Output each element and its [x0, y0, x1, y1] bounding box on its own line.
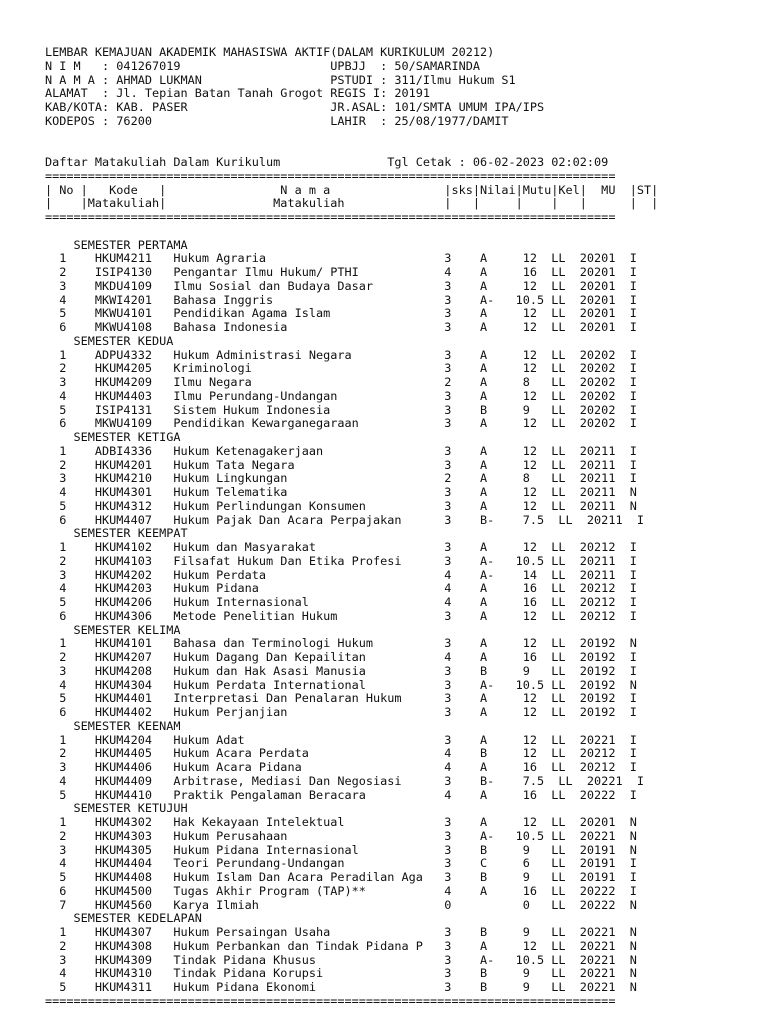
course-row: 5 HKUM4410 Praktik Pengalaman Beracara 4 A 16 LL 20222 I	[45, 787, 637, 802]
course-row: 1 HKUM4302 Hak Kekayaan Intelektual 3 A 12 LL 20201 N	[45, 815, 637, 829]
student-name-line: N A M A : AHMAD LUKMAN PSTUDI : 311/Ilmu Hukum S1	[45, 72, 516, 87]
course-row: 4 HKUM4304 Hukum Perdata International 3 A- 10.5 LL 20192 N	[45, 677, 637, 692]
course-row: 2 ISIP4130 Pengantar Ilmu Hukum/ PTHI 4 A 16 LL 20201 I	[45, 265, 637, 279]
table-header-row-1: | No | Kode | N a m a |sks|Nilai|Mutu|Kel| MU |ST|	[45, 182, 659, 197]
course-row: 6 HKUM4306 Metode Penelitian Hukum 3 A 12 LL 20212 I	[45, 608, 637, 623]
course-row: 1 HKUM4211 Hukum Agraria 3 A 12 LL 20201 I	[45, 251, 637, 266]
course-row: 6 HKUM4402 Hukum Perjanjian 3 A 12 LL 20192 I	[45, 705, 637, 719]
course-row: 1 HKUM4102 Hukum dan Masyarakat 3 A 12 LL 20212 I	[45, 540, 637, 554]
course-row: 2 HKUM4103 Filsafat Hukum Dan Etika Profesi 3 A- 10.5 LL 20211 I	[45, 553, 637, 568]
course-row: 4 HKUM4409 Arbitrase, Mediasi Dan Negosiasi 3 B- 7.5 LL 20221 I	[45, 773, 644, 788]
divider-rule: ================================================================================	[45, 168, 616, 183]
course-row: 4 HKUM4301 Hukum Telematika 3 A 12 LL 20211 N	[45, 485, 637, 499]
course-row: 5 HKUM4206 Hukum Internasional 4 A 16 LL 20212 I	[45, 595, 637, 609]
course-row: 2 HKUM4205 Kriminologi 3 A 12 LL 20202 I	[45, 361, 637, 376]
semester-title: SEMESTER KEEMPAT	[45, 526, 188, 541]
course-row: 4 HKUM4310 Tindak Pidana Korupsi 3 B 9 LL 20221 N	[45, 966, 637, 981]
course-row: 3 HKUM4209 Ilmu Negara 2 A 8 LL 20202 I	[45, 375, 637, 389]
course-row: 1 ADPU4332 Hukum Administrasi Negara 3 A 12 LL 20202 I	[45, 347, 637, 362]
student-address-line: ALAMAT : Jl. Tepian Batan Tanah Grogot REGIS I: 20191	[45, 86, 431, 101]
course-row: 1 HKUM4101 Bahasa dan Terminologi Hukum 3 A 12 LL 20192 N	[45, 636, 637, 651]
course-row: 6 MKWU4108 Bahasa Indonesia 3 A 12 LL 20201 I	[45, 320, 637, 334]
course-row: 1 ADBI4336 Hukum Ketenagakerjaan 3 A 12 LL 20211 I	[45, 443, 637, 458]
course-row: 7 HKUM4560 Karya Ilmiah 0 0 LL 20222 N	[45, 897, 637, 912]
course-row: 2 HKUM4303 Hukum Perusahaan 3 A- 10.5 LL 20221 N	[45, 828, 637, 843]
course-row: 6 HKUM4407 Hukum Pajak Dan Acara Perpajakan 3 B- 7.5 LL 20211 I	[45, 512, 644, 527]
course-row: 2 HKUM4308 Hukum Perbankan dan Tindak Pidana P 3 A 12 LL 20221 N	[45, 938, 637, 953]
semester-title: SEMESTER KEENAM	[45, 718, 181, 733]
student-city-line: KAB/KOTA: KAB. PASER JR.ASAL: 101/SMTA UMUM IPA/IPS	[45, 100, 545, 114]
course-row: 1 HKUM4307 Hukum Persaingan Usaha 3 B 9 LL 20221 N	[45, 925, 637, 939]
course-row: 3 HKUM4210 Hukum Lingkungan 2 A 8 LL 20211 I	[45, 471, 637, 486]
course-row: 5 HKUM4312 Hukum Perlindungan Konsumen 3 A 12 LL 20211 N	[45, 498, 637, 513]
divider-rule: ================================================================================	[45, 210, 616, 224]
transcript-document	[45, 46, 765, 1009]
semester-title: SEMESTER KELIMA	[45, 622, 181, 637]
course-row: 3 MKDU4109 Ilmu Sosial dan Budaya Dasar 3 A 12 LL 20201 I	[45, 278, 637, 293]
course-row: 5 HKUM4311 Hukum Pidana Ekonomi 3 B 9 LL 20221 N	[45, 980, 637, 994]
semester-title: SEMESTER KEDELAPAN	[45, 911, 202, 926]
table-header-row-2: | |Matakuliah| Matakuliah | | | | | | |	[45, 196, 659, 211]
course-row: 2 HKUM4405 Hukum Acara Perdata 4 B 12 LL 20212 I	[45, 746, 637, 761]
semester-list	[45, 239, 765, 995]
course-row: 3 HKUM4309 Tindak Pidana Khusus 3 A- 10.5 LL 20221 N	[45, 952, 637, 967]
course-row: 2 HKUM4201 Hukum Tata Negara 3 A 12 LL 20211 I	[45, 457, 637, 472]
semester-title: SEMESTER KETIGA	[45, 430, 181, 444]
course-row: 4 HKUM4403 Ilmu Perundang-Undangan 3 A 12 LL 20202 I	[45, 388, 637, 403]
course-row: 6 HKUM4500 Tugas Akhir Program (TAP)** 4 A 16 LL 20222 I	[45, 883, 637, 898]
course-row: 3 HKUM4202 Hukum Perdata 4 A- 14 LL 20211 I	[45, 567, 637, 582]
student-postcode-line: KODEPOS : 76200 LAHIR : 25/08/1977/DAMIT	[45, 113, 509, 128]
course-row: 2 HKUM4207 Hukum Dagang Dan Kepailitan 4 A 16 LL 20192 I	[45, 650, 637, 664]
course-list-title: Daftar Matakuliah Dalam Kurikulum Tgl Cetak : 06-02-2023 02:02:09	[45, 155, 609, 169]
divider-rule: ================================================================================	[45, 993, 616, 1008]
course-row: 3 HKUM4208 Hukum dan Hak Asasi Manusia 3 B 9 LL 20192 I	[45, 663, 637, 678]
semester-title: SEMESTER KETUJUH	[45, 801, 188, 816]
course-row: 6 MKWU4109 Pendidikan Kewarganegaraan 3 A 12 LL 20202 I	[45, 416, 637, 431]
course-row: 5 HKUM4408 Hukum Islam Dan Acara Peradilan Aga 3 B 9 LL 20191 I	[45, 870, 637, 884]
course-row: 4 MKWI4201 Bahasa Inggris 3 A- 10.5 LL 20201 I	[45, 292, 637, 307]
course-row: 5 ISIP4131 Sistem Hukum Indonesia 3 B 9 LL 20202 I	[45, 402, 637, 417]
course-row: 4 HKUM4203 Hukum Pidana 4 A 16 LL 20212 I	[45, 581, 637, 596]
semester-title: SEMESTER PERTAMA	[45, 237, 188, 252]
course-row: 3 HKUM4305 Hukum Pidana Internasional 3 B 9 LL 20191 N	[45, 842, 637, 857]
course-row: 3 HKUM4406 Hukum Acara Pidana 4 A 16 LL 20212 I	[45, 760, 637, 774]
course-row: 4 HKUM4404 Teori Perundang-Undangan 3 C 6 LL 20191 I	[45, 856, 637, 871]
course-row: 5 HKUM4401 Interpretasi Dan Penalaran Hukum 3 A 12 LL 20192 I	[45, 691, 637, 706]
semester-title: SEMESTER KEDUA	[45, 333, 174, 348]
student-nim-line: N I M : 041267019 UPBJJ : 50/SAMARINDA	[45, 58, 480, 73]
document-title: LEMBAR KEMAJUAN AKADEMIK MAHASISWA AKTIF(DALAM KURIKULUM 20212)	[45, 45, 495, 59]
course-row: 5 MKWU4101 Pendidikan Agama Islam 3 A 12 LL 20201 I	[45, 306, 637, 321]
course-row: 1 HKUM4204 Hukum Adat 3 A 12 LL 20221 I	[45, 732, 637, 747]
